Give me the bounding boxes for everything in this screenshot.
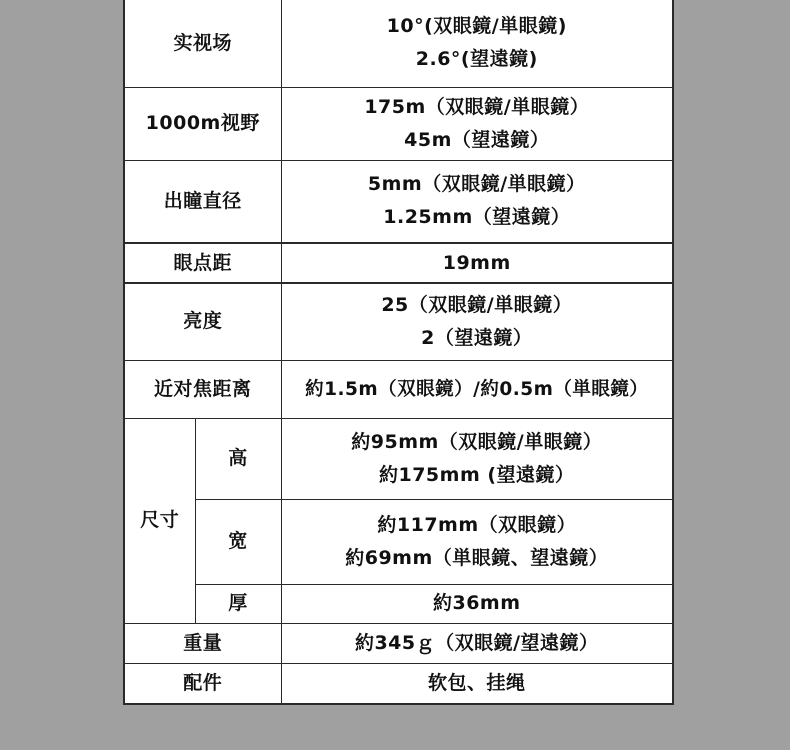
value-field-of-view — [281, 0, 673, 87]
value-line: 2（望遠鏡） — [421, 326, 533, 349]
label-eye-relief: 眼点距 — [124, 243, 281, 283]
value-close-focus: 約1.5m（双眼鏡）/約0.5m（単眼鏡） — [281, 360, 673, 418]
label-size-width: 宽 — [195, 499, 281, 584]
spec-table — [123, 0, 674, 705]
label-brightness: 亮度 — [124, 283, 281, 360]
value-line: 約69mm（単眼鏡、望遠鏡） — [345, 546, 609, 569]
table-row — [124, 499, 673, 584]
value-line: 約95mm（双眼鏡/単眼鏡） — [351, 430, 603, 453]
value-line: 約117mm（双眼鏡） — [377, 513, 577, 536]
label-accessories: 配件 — [124, 663, 281, 704]
table-row — [124, 663, 673, 704]
table-row — [124, 360, 673, 418]
value-line: 10°(双眼鏡/単眼鏡) — [386, 15, 567, 38]
value-eye-relief: 19mm — [281, 243, 673, 283]
value-line: 5mm（双眼鏡/単眼鏡） — [367, 173, 586, 196]
value-size-depth: 約36mm — [281, 584, 673, 623]
table-row — [124, 243, 673, 283]
value-exit-pupil — [281, 160, 673, 243]
value-line: 約175mm (望遠鏡） — [378, 463, 575, 486]
label-size: 尺寸 — [124, 418, 195, 623]
value-line: 25（双眼鏡/単眼鏡） — [381, 293, 573, 316]
table-row — [124, 623, 673, 663]
table-row — [124, 0, 673, 87]
label-field-of-view: 实视场 — [124, 0, 281, 87]
label-size-height: 高 — [195, 418, 281, 499]
label-size-depth: 厚 — [195, 584, 281, 623]
value-brightness — [281, 283, 673, 360]
label-weight: 重量 — [124, 623, 281, 663]
value-size-height — [281, 418, 673, 499]
table-row — [124, 87, 673, 160]
value-weight: 約345ｇ（双眼鏡/望遠鏡） — [281, 623, 673, 663]
value-line: 45m（望遠鏡） — [404, 128, 550, 151]
value-line: 175m（双眼鏡/単眼鏡） — [364, 95, 590, 118]
label-1000m-view: 1000m视野 — [124, 87, 281, 160]
table-row — [124, 160, 673, 243]
table-row — [124, 283, 673, 360]
value-line: 1.25mm（望遠鏡） — [383, 206, 571, 229]
table-row — [124, 584, 673, 623]
label-exit-pupil: 出瞳直径 — [124, 160, 281, 243]
value-1000m-view — [281, 87, 673, 160]
value-size-width — [281, 499, 673, 584]
table-row — [124, 418, 673, 499]
value-accessories: 软包、挂绳 — [281, 663, 673, 704]
label-close-focus: 近对焦距离 — [124, 360, 281, 418]
value-line: 2.6°(望遠鏡) — [415, 48, 538, 71]
